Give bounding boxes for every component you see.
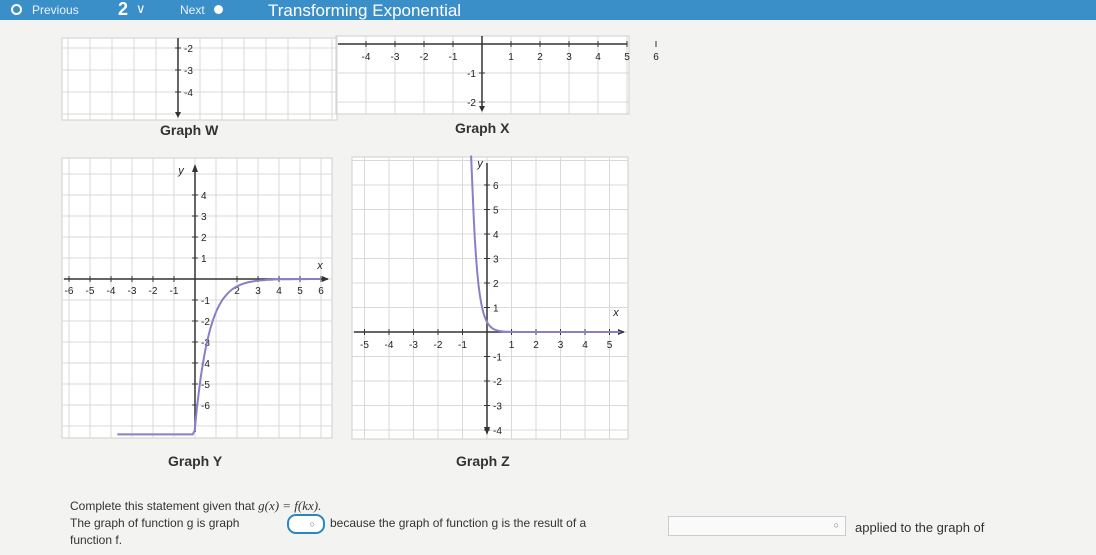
graph-x	[336, 36, 659, 114]
y-tick-label: 3	[201, 212, 207, 223]
transformation-select-dropdown[interactable]	[668, 516, 846, 536]
instruction-prefix: Complete this statement given that	[70, 499, 259, 513]
x-tick-label: -2	[433, 340, 443, 351]
y-axis-label: y	[477, 158, 483, 170]
previous-button[interactable]: Previous	[32, 3, 79, 17]
x-tick-label: 4	[582, 340, 588, 351]
x-tick-label: -4	[384, 340, 394, 351]
y-tick-label: -4	[493, 426, 502, 437]
y-tick-label: -1	[201, 296, 210, 307]
y-tick-label: -2	[493, 377, 502, 388]
y-tick-label: 5	[493, 205, 499, 217]
x-axis-label: x	[317, 260, 323, 272]
x-tick-label: -3	[127, 286, 137, 297]
graph-w	[62, 38, 337, 120]
y-axis-label: y	[178, 165, 184, 177]
x-tick-label: -4	[106, 286, 116, 297]
x-tick-label: 2	[533, 340, 539, 351]
graph-y	[62, 158, 332, 438]
x-tick-label: 2	[234, 286, 240, 297]
y-tick-label: -6	[201, 401, 210, 412]
y-tick-label: 2	[493, 279, 499, 290]
y-tick-label: -3	[184, 66, 193, 77]
y-tick-label: -2	[467, 98, 476, 109]
x-tick-label: -1	[448, 52, 458, 63]
x-tick-label: -2	[419, 52, 429, 63]
dropdown-icon: ○	[833, 520, 839, 530]
y-tick-label: -4	[184, 88, 193, 99]
question-number[interactable]: 2	[118, 0, 129, 19]
next-button[interactable]: Next	[180, 3, 205, 17]
x-tick-label: 4	[276, 286, 282, 297]
x-tick-label: 3	[566, 52, 572, 63]
x-tick-label: 2	[537, 52, 543, 63]
graph-z	[352, 157, 628, 439]
statement-end: applied to the graph of	[855, 520, 985, 535]
y-tick-label: 1	[493, 303, 499, 315]
previous-icon[interactable]	[11, 4, 22, 15]
x-tick-label: 1	[508, 340, 515, 351]
x-tick-label: -2	[148, 286, 158, 297]
instruction-text	[70, 498, 321, 514]
y-tick-label: -2	[184, 44, 193, 55]
x-tick-label: 6	[318, 286, 324, 297]
graph-select-dropdown[interactable]	[287, 514, 325, 534]
x-tick-label: -4	[361, 52, 371, 63]
statement-middle: because the graph of function g is the result of a	[330, 516, 587, 530]
graph-y-caption: Graph Y	[168, 453, 223, 469]
y-tick-label: 2	[201, 233, 207, 244]
chevron-down-icon[interactable]: ∨	[136, 1, 146, 16]
graph-x-caption: Graph X	[455, 120, 510, 136]
x-tick-label: 3	[255, 286, 261, 297]
next-icon[interactable]	[214, 5, 223, 14]
x-tick-label: -3	[409, 340, 418, 351]
x-tick-label: -5	[85, 286, 95, 297]
graph-z-caption: Graph Z	[456, 453, 510, 469]
y-tick-label: 4	[201, 191, 207, 202]
x-axis-label: x	[613, 307, 619, 319]
graph-w-caption: Graph W	[160, 122, 219, 138]
x-tick-label: -5	[360, 340, 369, 351]
x-tick-label: -1	[458, 340, 467, 351]
y-tick-label: -2	[201, 317, 210, 328]
x-tick-label: 4	[595, 52, 601, 63]
y-tick-label: 6	[493, 181, 499, 192]
x-tick-label: 5	[606, 340, 613, 351]
equation: g(x) = f(kx).	[258, 498, 322, 513]
assignment-title: Transforming Exponential	[268, 1, 462, 20]
x-tick-label: -6	[64, 286, 74, 297]
y-tick-label: -1	[467, 69, 476, 80]
x-tick-label: -3	[390, 52, 400, 63]
y-tick-label: -3	[493, 401, 502, 413]
x-tick-label: 6	[653, 52, 659, 63]
y-tick-label: -3	[201, 338, 210, 349]
x-tick-label: 5	[297, 286, 303, 297]
dropdown-icon: ○	[309, 519, 315, 529]
y-tick-label: -1	[493, 352, 502, 364]
x-tick-label: 1	[508, 52, 514, 63]
y-tick-label: 1	[201, 254, 207, 265]
x-tick-label: 5	[624, 52, 630, 63]
y-tick-label: 4	[493, 230, 499, 241]
y-tick-label: -4	[201, 359, 210, 370]
statement-start: The graph of function g is graph	[70, 516, 240, 530]
grid-background	[352, 157, 628, 439]
y-tick-label: 3	[493, 254, 499, 266]
grid-background	[62, 158, 332, 438]
x-tick-label: 3	[557, 340, 564, 351]
x-tick-label: -1	[169, 286, 179, 297]
y-tick-label: -5	[201, 380, 210, 391]
top-nav-bar	[0, 0, 1096, 20]
statement-line3: function f.	[70, 533, 123, 547]
